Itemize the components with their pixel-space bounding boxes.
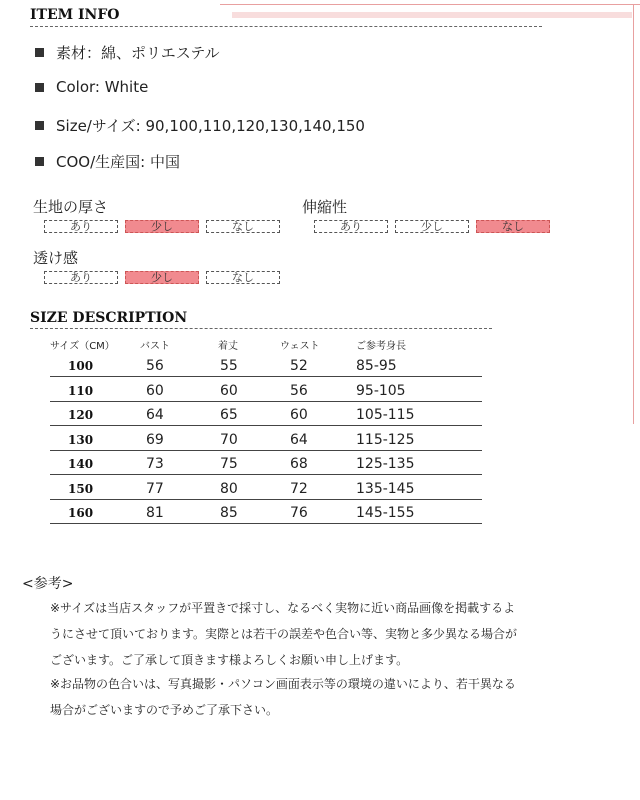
decorative-frame-top: [220, 4, 640, 5]
size-table-cell: 85: [220, 505, 238, 521]
size-table-cell: 60: [146, 382, 164, 399]
size-table-cell-size: 120: [68, 408, 94, 422]
size-table-cell: 95-105: [356, 382, 406, 399]
bullet-square-icon: [35, 83, 44, 92]
size-table-cell: 75: [220, 456, 238, 472]
notes-paragraph-1: [50, 595, 570, 673]
size-table-cell-size: 140: [68, 457, 94, 471]
size-table-cell: 70: [220, 431, 238, 448]
notes-line: ※お品物の色合いは、写真撮影・パソコン画面表示等の環境の違いにより、若干異なる: [50, 677, 516, 691]
size-table-row-divider: [50, 425, 482, 426]
size-table-row-divider: [50, 523, 482, 524]
notes-line: ※サイズは当店スタッフが平置きで採寸し、なるべく実物に近い商品画像を掲載するよ: [50, 601, 516, 615]
size-table-cell: 60: [220, 382, 238, 399]
info-color-text: Color: White: [56, 78, 149, 96]
attr-thickness-option-sukoshi: 少し: [125, 220, 199, 233]
size-table-cell: 80: [220, 480, 238, 497]
bullet-square-icon: [35, 48, 44, 57]
size-table-cell: 72: [290, 480, 308, 497]
size-table-header-waist: ウェスト: [280, 341, 320, 352]
attr-sheer-option-sukoshi: 少し: [125, 271, 199, 284]
size-table-cell: 68: [290, 456, 308, 472]
size-table-cell-size: 160: [68, 506, 94, 520]
info-size: [35, 115, 365, 136]
size-table-cell: 65: [220, 407, 238, 423]
attr-stretch-option-ari: あり: [314, 220, 388, 233]
size-table-row-divider: [50, 376, 482, 377]
attr-thickness-option-nashi: なし: [206, 220, 280, 233]
size-table-header-bust: バスト: [140, 341, 170, 352]
item-info-title: ITEM INFO: [30, 7, 120, 23]
size-table-cell: 85-95: [356, 358, 397, 374]
size-table-row-divider: [50, 474, 482, 475]
size-table-cell: 76: [290, 505, 308, 521]
size-table-cell: 55: [220, 358, 238, 374]
size-table-cell: 73: [146, 456, 164, 472]
attr-stretch-label: 伸縮性: [302, 198, 348, 216]
info-origin: [35, 151, 180, 172]
attr-thickness-label: 生地の厚さ: [33, 198, 109, 216]
size-table-cell: 52: [290, 358, 308, 374]
size-table-cell: 64: [146, 407, 164, 423]
size-table-cell: 115-125: [356, 431, 415, 448]
decorative-accent-bar: [232, 12, 632, 18]
size-table-cell-size: 100: [68, 359, 94, 373]
notes-paragraph-2: [50, 671, 570, 723]
size-table-cell: 77: [146, 480, 164, 497]
size-table-cell: 81: [146, 505, 164, 521]
size-table-header-height: ご参考身長: [356, 341, 406, 352]
size-table-row-divider: [50, 499, 482, 500]
bullet-square-icon: [35, 157, 44, 166]
info-material-text: 素材：綿、ポリエステル: [56, 44, 220, 62]
size-description-divider: [30, 328, 492, 329]
attr-sheer-label: 透け感: [33, 249, 79, 267]
size-table-row-divider: [50, 401, 482, 402]
size-table-header-length: 着丈: [218, 341, 238, 352]
size-table-row-divider: [50, 450, 482, 451]
size-table-cell-size: 130: [68, 432, 94, 447]
size-table-cell: 69: [146, 431, 164, 448]
attr-stretch-option-nashi: なし: [476, 220, 550, 233]
bullet-square-icon: [35, 121, 44, 130]
notes-line: うにさせて頂いております。実際とは若干の誤差や色合い等、実物と多少異なる場合が: [50, 627, 518, 641]
size-table-cell: 145-155: [356, 505, 415, 521]
size-description-title: SIZE DESCRIPTION: [30, 310, 188, 326]
size-table-cell: 56: [290, 382, 308, 399]
attr-thickness-option-ari: あり: [44, 220, 118, 233]
size-table-cell: 135-145: [356, 480, 415, 497]
notes-line: 場合がございますので予めご了承下さい。: [50, 703, 279, 717]
size-table-header-size: サイズ（CM）: [50, 341, 115, 352]
info-material: [35, 42, 220, 63]
size-table-cell: 125-135: [356, 456, 415, 472]
notes-line: ございます。ご了承して頂きます様よろしくお願い申し上げます。: [50, 653, 409, 667]
size-table-cell: 56: [146, 358, 164, 374]
size-table-cell: 105-115: [356, 407, 415, 423]
info-color: [35, 78, 148, 96]
item-info-divider: [30, 26, 542, 27]
attr-stretch-option-sukoshi: 少し: [395, 220, 469, 233]
decorative-frame-right: [633, 4, 634, 424]
attr-sheer-option-ari: あり: [44, 271, 118, 284]
info-size-text: Size/サイズ: 90,100,110,120,130,140,150: [56, 117, 365, 135]
notes-heading: <参考>: [22, 576, 74, 592]
size-table-cell: 60: [290, 407, 308, 423]
size-table-cell-size: 110: [68, 383, 94, 398]
size-table-cell-size: 150: [68, 481, 94, 496]
info-origin-text: COO/生産国: 中国: [56, 153, 180, 171]
size-table-cell: 64: [290, 431, 308, 448]
attr-sheer-option-nashi: なし: [206, 271, 280, 284]
